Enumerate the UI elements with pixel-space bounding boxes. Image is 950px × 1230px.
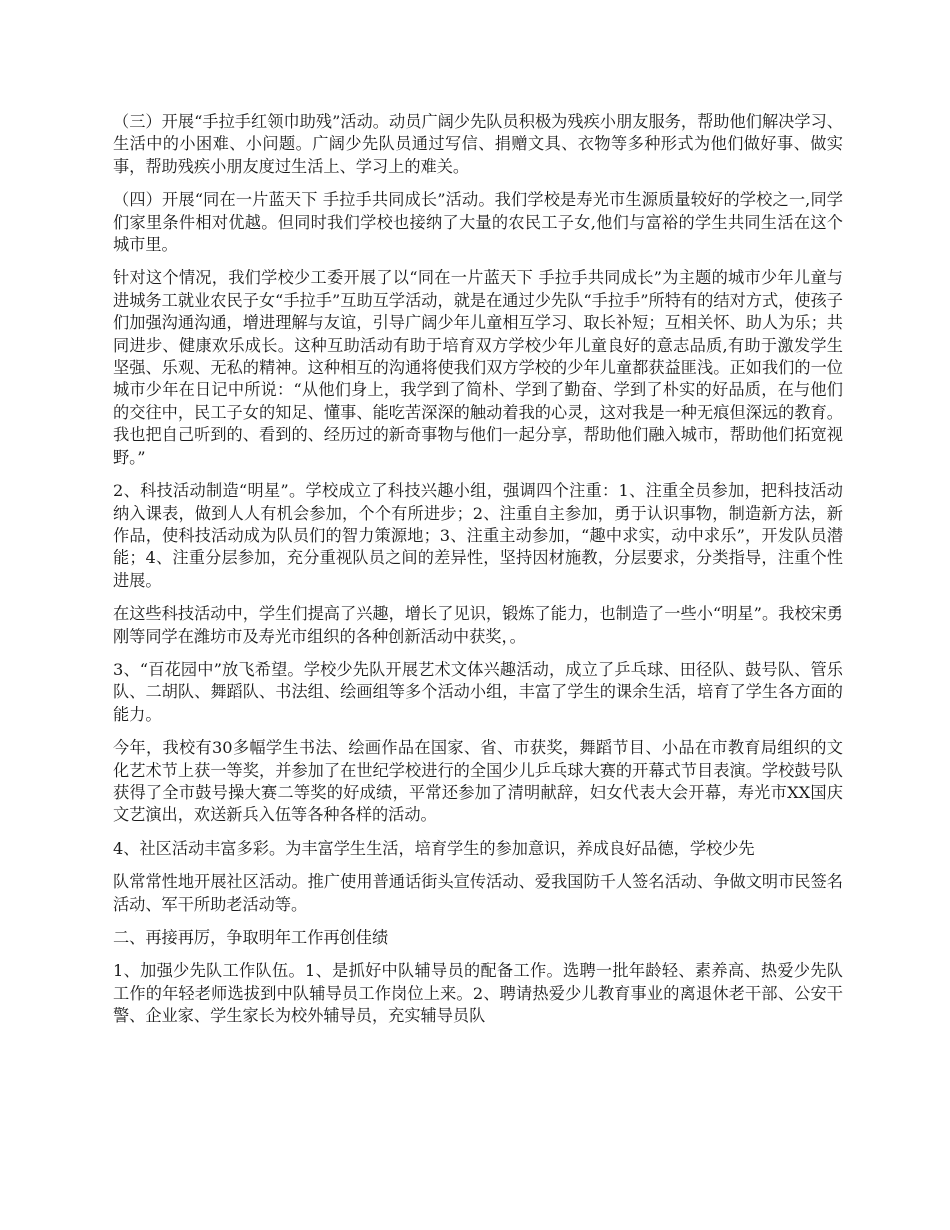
paragraph-community-activities-continued: 队常常性地开展社区活动。推广使用普通话街头宣传活动、爱我国防千人签名活动、争做文明市民签名活动、军干所助老活动等。: [113, 872, 843, 914]
paragraph-arts-interest-groups: 3、“百花园中”放飞希望。学校少先队开展艺术文体兴趣活动，成立了乒乓球、田径队、鼓号队、管乐队、二胡队、舞蹈队、书法组、绘画组等多个活动小组，丰富了学生的课余生活，培育了学生各方面的能力。: [113, 659, 843, 724]
paragraph-community-activities: 4、社区活动丰富多彩。为丰富学生生活，培育学生的参加意识，养成良好品德，学校少先: [113, 838, 755, 858]
paragraph-science-activities: 2、科技活动制造“明星”。学校成立了科技兴趣小组，强调四个注重：1、注重全员参加，把科技活动纳入课表，做到人人有机会参加，个个有所进步；2、注重自主参加，勇于认识事物，制造新方法，新作品，使科技活动成为队员们的智力策源地；3、注重主动参加，“趣中求实，动中求乐”，开发队员潜能；4、注重分层参加，充分重视队员之间的差异性，坚持因材施教，分层要求，分类指导，注重个性进展。: [113, 481, 843, 590]
paragraph-strengthen-team: 1、加强少先队工作队伍。1、是抓好中队辅导员的配备工作。选聘一批年龄轻、素养高、热爱少先队工作的年轻老师选拔到中队辅导员工作岗位上来。2、聘请热爱少儿教育事业的离退休老干部、公安干警、企业家、学生家长为校外辅导员，充实辅导员队: [113, 961, 843, 1026]
paragraph-science-stars: 在这些科技活动中，学生们提高了兴趣，增长了见识，锻炼了能力，也制造了一些小“明星”。我校宋勇刚等同学在潍坊市及寿光市组织的各种创新活动中获奖，。: [113, 604, 843, 646]
section-heading-next-year: 二、再接再厉，争取明年工作再创佳绩: [113, 928, 389, 947]
paragraph-hand-in-hand-mutual-learning: 针对这个情况，我们学校少工委开展了以“同在一片蓝天下 手拉手共同成长”为主题的城市少年儿童与进城务工就业农民子女“手拉手”互助互学活动，就是在通过少先队“手拉手”所特有的结对方式，使孩子们加强沟通沟通，增进理解与友谊，引导广阔少年儿童相互学习、取长补短；互相关怀、助人为乐；共同进步、健康欢乐成长。这种互助活动有助于培育双方学校少年儿童良好的意志品质,有助于激发学生坚强、乐观、无私的精神。这种相互的沟通将使我们双方学校的少年儿童都获益匪浅。正如我们的一位城市少年在日记中所说：“从他们身上，我学到了简朴、学到了勤奋、学到了朴实的好品质，在与他们的交往中，民工子女的知足、懂事、能吃苦深深的触动着我的心灵，这对我是一种无痕但深远的教育。我也把自己听到的、看到的、经历过的新奇事物与他们一起分享，帮助他们融入城市，帮助他们拓宽视野。”: [113, 268, 843, 467]
paragraph-helping-disabled: （三）开展“手拉手红领巾助残”活动。动员广阔少先队员积极为残疾小朋友服务，帮助他们解决学习、生活中的小困难、小问题。广阔少先队员通过写信、捐赠文具、衣物等多种形式为他们做好事、做实事，帮助残疾小朋友度过生活上、学习上的难关。: [113, 112, 843, 176]
document-body: [113, 111, 843, 1039]
paragraph-awards-this-year: 今年，我校有30多幅学生书法、绘画作品在国家、省、市获奖，舞蹈节目、小品在市教育局组织的文化艺术节上获一等奖，并参加了在世纪学校进行的全国少儿乒乓球大赛的开幕式节目表演。学校鼓号队获得了全市鼓号操大赛二等奖的好成绩，平常还参加了清明献辞，妇女代表大会开幕，寿光市XX国庆文艺演出，欢送新兵入伍等各种各样的活动。: [113, 738, 843, 825]
paragraph-same-sky-activity: （四）开展“同在一片蓝天下 手拉手共同成长”活动。我们学校是寿光市生源质量较好的学校之一,同学们家里条件相对优越。但同时我们学校也接纳了大量的农民工子女,他们与富裕的学生共同生活在这个城市里。: [113, 190, 843, 255]
